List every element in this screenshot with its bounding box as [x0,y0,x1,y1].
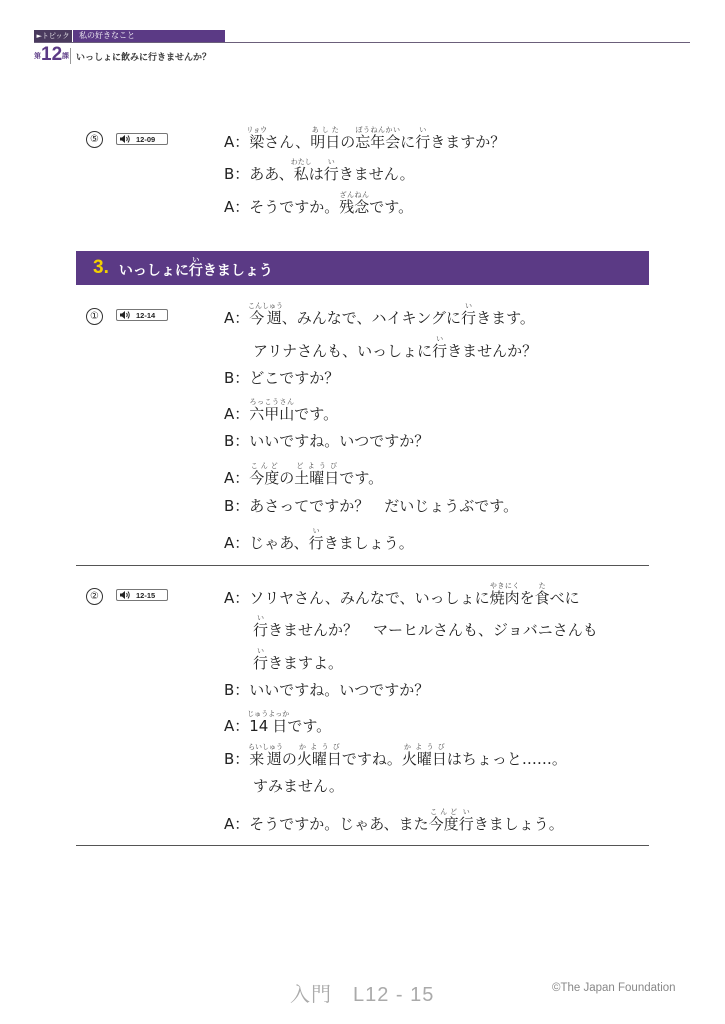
topic-tag: ►トピック [34,30,72,42]
audio-code: 12-14 [136,310,156,320]
section-number: 3. [93,257,109,278]
dialogue-1-number: ① [86,308,103,325]
dialogue-line: A：六甲山ろっこうさんです。 [224,398,339,423]
speaker-icon [119,310,132,320]
section-header [76,251,649,285]
dialogue-line: A：今度こんどの土曜日どようびです。 [224,462,384,487]
dialogue-line: A：梁リョウさん、明日あしたの忘年会ぼうねんかいに行いきますか？ [224,126,506,151]
audio-button-12-14[interactable] [116,309,168,321]
dialogue-line: A：そうですか。じゃあ、また今度こんど行いきましょう。 [224,808,564,833]
dialogue-line: A：今週こんしゅう、みんなで、ハイキングに行いきます。 [224,302,535,327]
dialogue-line: すみません。 [253,777,344,795]
speaker-icon [119,590,132,600]
audio-code: 12-15 [136,590,156,600]
dialogue-line: A：ソリヤさん、みんなで、いっしょに焼肉やきにくを食たべに [224,582,580,607]
dialogue-line: B：ああ、私わたしは行いきません。 [224,158,415,183]
lesson-number: 12 [41,44,63,65]
speaker-icon [119,134,132,144]
audio-code: 12-09 [136,134,156,144]
lesson-suffix: 課 [62,52,69,60]
dialogue-line: 行いきますよ。 [253,647,344,672]
lesson-divider [70,48,71,64]
dialogue-line: B：あさってですか？ だいじょうぶです。 [224,497,519,515]
dialogue-line: B：いいですね。いつですか？ [224,681,430,699]
dialogue-line: B：来週らいしゅうの火曜日かようびですね。火曜日かようびはちょっと……。 [224,743,567,768]
dialogue-line: B：どこですか？ [224,369,340,387]
audio-button-12-15[interactable] [116,589,168,601]
dialogue-2-number: ② [86,588,103,605]
header-rule [34,42,690,43]
topic-title: 私の好きなこと [73,30,225,42]
dialogue-line: A：じゃあ、行いきましょう。 [224,527,414,552]
dialogue-line: アリナさんも、いっしょに行いきませんか？ [253,335,538,360]
divider [76,565,649,566]
dialogue-line: B：いいですね。いつですか？ [224,432,430,450]
copyright: ©The Japan Foundation [552,982,676,994]
dialogue-5-number: ⑤ [86,131,103,148]
lesson-title: いっしょに飲みに行きませんか？ [76,53,212,63]
dialogue-line: 行いきませんか？ マーヒルさんも、ジョバニさんも [253,614,598,639]
divider [76,845,649,846]
lesson-prefix: 第 [34,52,41,60]
dialogue-line: A：14日じゅうよっかです。 [224,710,332,735]
section-title: いっしょに行いきましょう [118,256,273,279]
audio-button-12-09[interactable] [116,133,168,145]
page-number: 入門 L12 - 15 [290,984,435,1006]
dialogue-line: A：そうですか。残念ざんねんです。 [224,191,414,216]
